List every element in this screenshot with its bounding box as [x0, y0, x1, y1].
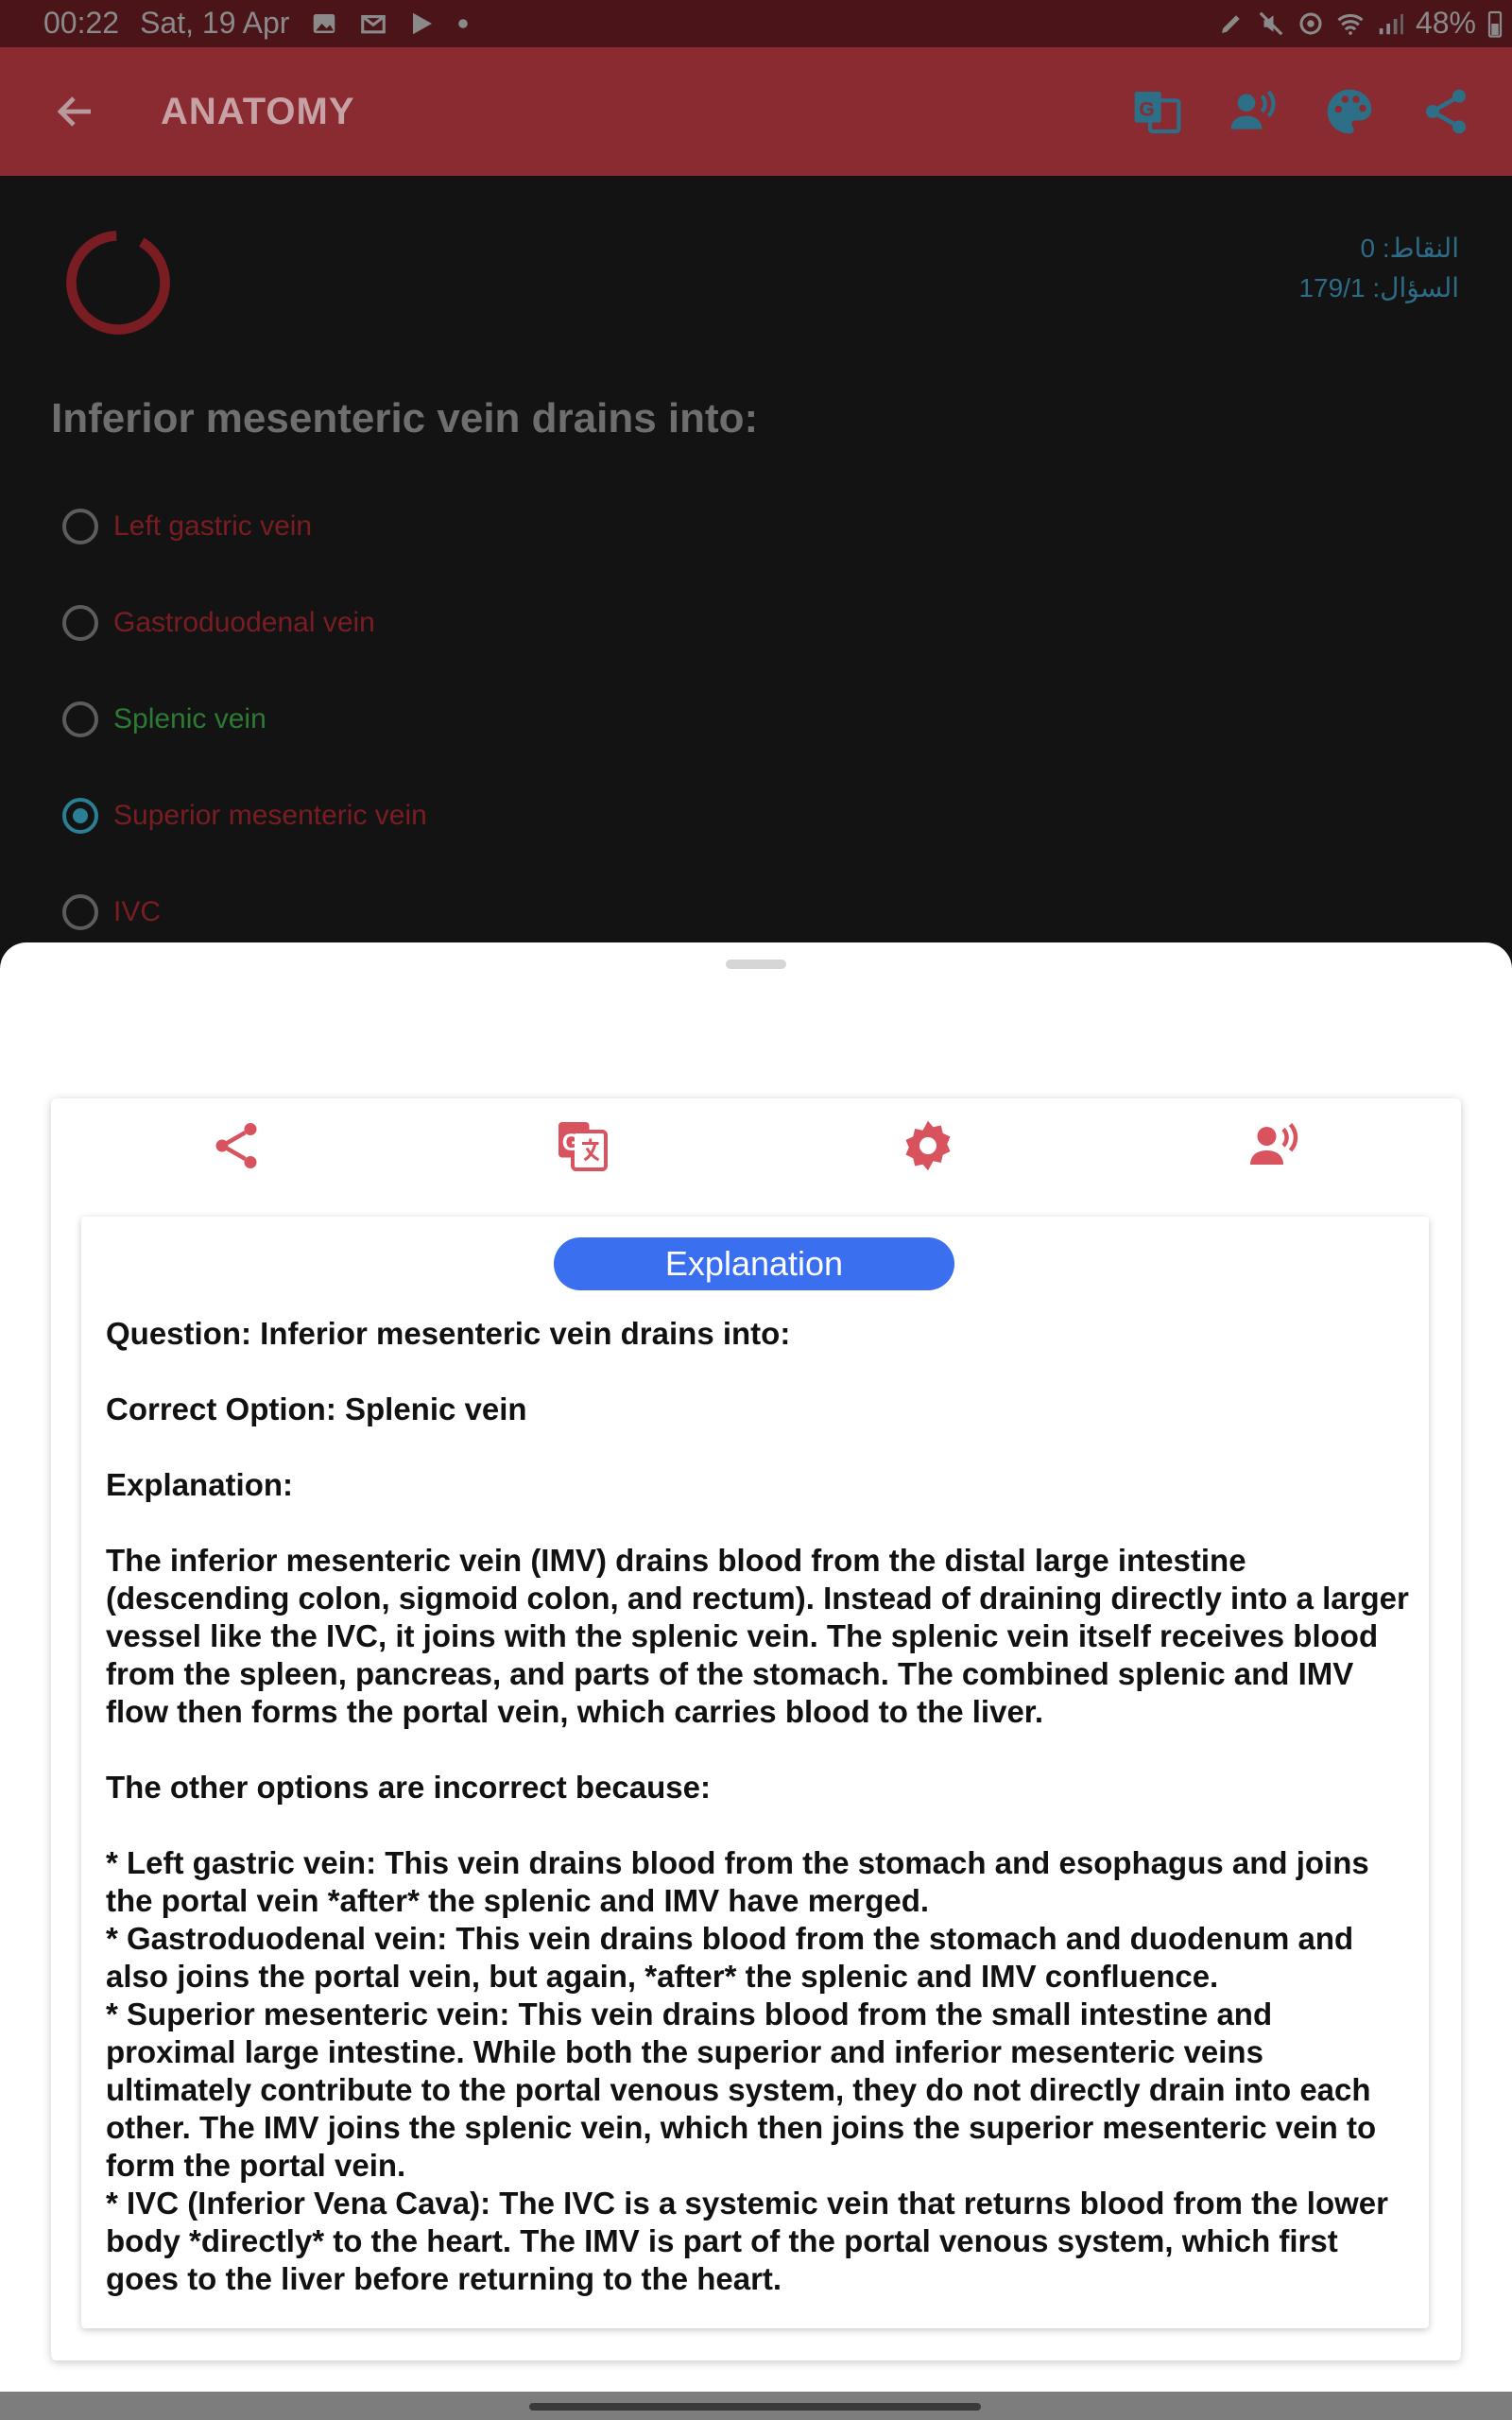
translate-icon[interactable] — [554, 1117, 610, 1174]
explanation-bullet: * IVC (Inferior Vena Cava): The IVC is a systemic vein that returns blood from the lower body *directly* to the heart. The IMV is part of the portal venous system, which first goes to the liver before returning to the heart. — [106, 2186, 1388, 2296]
option-splenic-vein[interactable] — [62, 701, 266, 737]
explanation-badge: Explanation — [554, 1237, 954, 1290]
option-gastroduodenal-vein[interactable] — [62, 605, 375, 641]
radio-button[interactable] — [62, 605, 98, 641]
explanation-heading: Explanation: — [106, 1467, 294, 1502]
back-arrow-icon[interactable] — [49, 89, 102, 134]
pen-icon — [1217, 9, 1246, 38]
system-nav-bar — [0, 2392, 1512, 2420]
explanation-text — [106, 1315, 1410, 2298]
explanation-bullet: * Left gastric vein: This vein drains blood from the stomach and esophagus and joins the portal vein *after* the splenic and IMV have merged. — [106, 1845, 1369, 1918]
page-title: ANATOMY — [161, 91, 355, 132]
mute-icon — [1257, 9, 1285, 38]
share-icon[interactable] — [1419, 85, 1472, 138]
explanation-question: Question: Inferior mesenteric vein drains into: — [106, 1316, 791, 1351]
option-label: Gastroduodenal vein — [113, 607, 375, 638]
radio-button[interactable] — [62, 894, 98, 930]
explanation-card — [51, 1098, 1461, 2360]
sheet-drag-handle[interactable] — [726, 959, 786, 969]
dot-icon — [457, 18, 469, 29]
signal-icon — [1376, 9, 1404, 38]
question-counter: السؤال: 179/1 — [1298, 273, 1459, 302]
explanation-bullet: * Superior mesenteric vein: This vein drains blood from the small intestine and proximal large intestine. While both the superior and inferior mesenteric veins ultimately contribute to the portal venous system, they do not directly drain into each other. The IMV joins the splenic vein, which then joins the superior mesenteric vein to form the portal vein. — [106, 1996, 1377, 2183]
share-icon[interactable] — [208, 1117, 265, 1174]
explanation-paragraph: The inferior mesenteric vein (IMV) drains blood from the distal large intestine (descending colon, sigmoid colon, and rectum). Instead of draining directly into a larger vessel like the IVC, it joins with the splenic vein. The splenic vein itself receives blood from the spleen, pancreas, and parts of the stomach. The combined splenic and IMV flow then forms the portal vein, which carries blood to the liver. — [106, 1543, 1409, 1729]
voice-icon[interactable] — [1246, 1117, 1302, 1174]
score-label: النقاط: 0 — [1360, 233, 1459, 263]
translate-icon[interactable] — [1130, 85, 1183, 138]
svg-text:G: G — [1139, 98, 1155, 121]
option-label: Splenic vein — [113, 703, 266, 735]
voice-icon[interactable] — [1227, 85, 1280, 138]
option-label: IVC — [113, 896, 162, 927]
battery-icon — [1487, 9, 1503, 38]
palette-icon[interactable] — [1323, 85, 1376, 138]
other-options-heading: The other options are incorrect because: — [106, 1770, 711, 1805]
option-label: Left gastric vein — [113, 510, 313, 542]
play-store-icon — [408, 9, 437, 38]
score-panel — [1298, 229, 1459, 308]
timer-progress-ring — [62, 227, 174, 338]
explanation-bullet: * Gastroduodenal vein: This vein drains blood from the stomach and duodenum and also joins the portal vein, but again, *after* the splenic and IMV confluence. — [106, 1921, 1354, 1994]
radio-button-selected[interactable] — [62, 798, 98, 834]
home-gesture-handle[interactable] — [529, 2403, 981, 2411]
hotspot-icon — [1297, 9, 1325, 38]
explanation-bottom-sheet — [0, 942, 1512, 2392]
option-label: Superior mesenteric vein — [113, 800, 427, 831]
status-date: Sat, 19 Apr — [140, 6, 290, 40]
settings-icon[interactable] — [900, 1117, 956, 1174]
app-bar — [0, 47, 1512, 176]
image-icon — [310, 9, 338, 38]
option-ivc[interactable] — [62, 894, 161, 930]
radio-button[interactable] — [62, 509, 98, 544]
option-left-gastric-vein[interactable] — [62, 509, 312, 544]
radio-button[interactable] — [62, 701, 98, 737]
wifi-icon — [1336, 9, 1365, 38]
gmail-icon — [359, 9, 387, 38]
svg-text:G: G — [561, 1130, 581, 1156]
option-superior-mesenteric-vein[interactable] — [62, 798, 427, 834]
status-time: 00:22 — [43, 6, 120, 40]
question-text: Inferior mesenteric vein drains into: — [51, 395, 759, 441]
battery-percent: 48% — [1415, 6, 1476, 40]
status-bar — [0, 0, 1512, 47]
explanation-correct-option: Correct Option: Splenic vein — [106, 1392, 527, 1426]
explanation-content-card — [81, 1217, 1429, 2328]
